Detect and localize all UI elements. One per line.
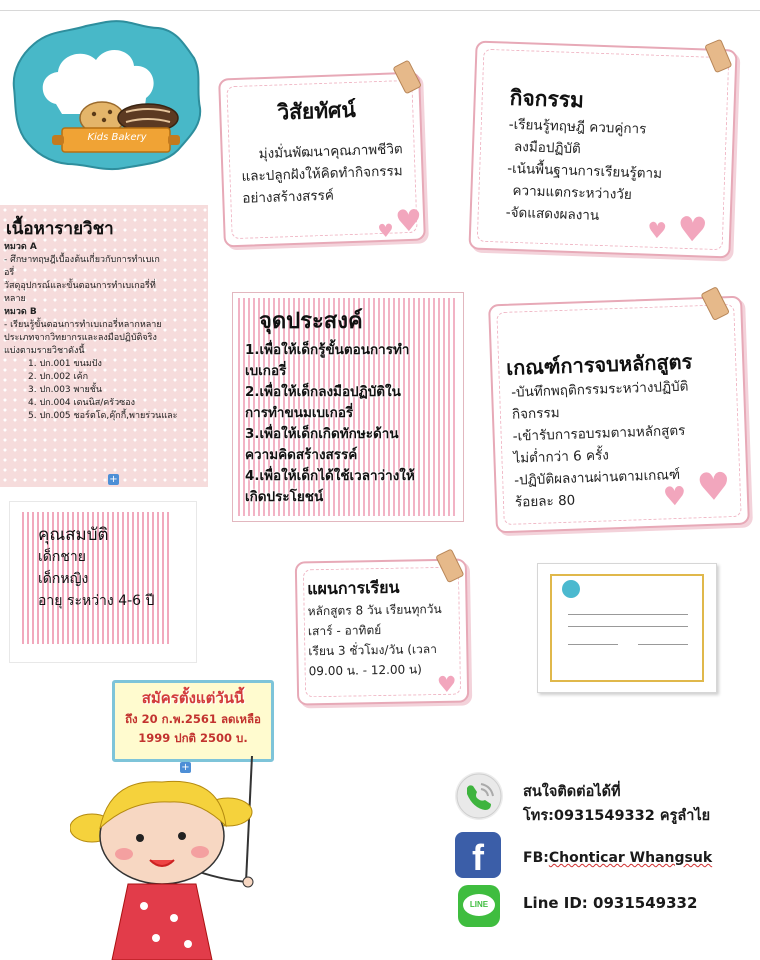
pin-icon (704, 39, 732, 74)
plan-line-1: หลักสูตร 8 วัน เรียนทุกวัน (307, 601, 442, 619)
criteria-line-2: กิจกรรม (511, 405, 560, 423)
plan-line-3: เรียน 3 ชั่วโมง/วัน (เวลา (308, 642, 437, 659)
pin-icon (700, 286, 730, 321)
logo-text: Kids Bakery (87, 132, 147, 143)
plan-line-2: เสาร์ - อาทิตย์ (307, 623, 382, 639)
qualification-panel (10, 502, 196, 662)
activities-line-4: ความแตกระหว่างวัย (512, 182, 633, 204)
study-plan-card (295, 559, 469, 706)
criteria-card (488, 296, 750, 534)
contact-line-id: Line ID: 0931549332 (523, 894, 698, 912)
activities-line-1: -เรียนรู้ทฤษฎี ควบคู่การ (508, 116, 647, 138)
heart-icon: ♥ (646, 218, 668, 245)
certificate-image (537, 563, 717, 693)
activities-card (468, 40, 737, 258)
purpose-panel (232, 292, 464, 522)
qualification-line-1: เด็กชาย (38, 549, 86, 565)
certificate-seal-icon (562, 580, 580, 598)
enroll-headline: สมัครตั้งแต่วันนี้ (141, 689, 245, 707)
course-title: เนื้อหารายวิชา (6, 219, 114, 239)
certificate-line (568, 626, 688, 627)
expand-course-plus-icon[interactable]: + (109, 474, 118, 485)
phone-icon[interactable] (455, 772, 503, 820)
certificate-line (638, 644, 688, 645)
plan-title: แผนการเรียน (307, 577, 400, 599)
facebook-name: Chonticar Whangsuk (548, 850, 713, 866)
criteria-title: เกณฑ์การจบหลักสูตร (505, 349, 693, 380)
course-b-line-1: - เรียนรู้ขั้นตอนการทำเบเกอรี่หลากหลาย (4, 320, 162, 330)
facebook-icon[interactable]: f (455, 832, 501, 878)
purpose-line-2: เบเกอรี่ (245, 363, 287, 379)
contact-heading: สนใจติดต่อได้ที่ (523, 784, 621, 800)
expand-enroll-plus-icon[interactable]: + (181, 762, 190, 773)
certificate-line (568, 614, 688, 615)
purpose-line-8: เกิดประโยชน์ (245, 489, 324, 505)
course-item-5: 5. ปก.005 ชอร์ตโด,คุ๊กกี้,พายร่วนและ (28, 411, 178, 421)
certificate-line (568, 644, 618, 645)
course-item-2: 2. ปก.002 เค้ก (28, 372, 89, 382)
heart-icon: ♥ (662, 481, 687, 513)
activities-line-2: ลงมือปฏิบัติ (513, 138, 582, 158)
facebook-label: FB: (523, 850, 549, 866)
girl-illustration (70, 756, 270, 960)
heart-icon: ♥ (676, 209, 709, 251)
contact-facebook[interactable] (523, 850, 712, 866)
plan-line-4: 09.00 น. - 12.00 น) (308, 662, 422, 679)
activities-line-5: -จัดแสดงผลงาน (505, 204, 600, 224)
heart-icon: ♥ (436, 672, 457, 699)
criteria-line-4: ไม่ต่ำกว่า 6 ครั้ง (513, 447, 610, 467)
qualification-line-3: อายุ ระหว่าง 4-6 ปี (38, 593, 155, 609)
course-section-a: หมวด A (4, 242, 37, 252)
course-a-line-2: อรี่ (4, 268, 15, 278)
qualification-title: คุณสมบัติ (38, 525, 109, 545)
criteria-line-6: ร้อยละ 80 (514, 492, 576, 511)
line-icon-text: LINE (463, 894, 495, 916)
pin-icon (392, 60, 422, 95)
enroll-line-3: 1999 ปกติ 2500 บ. (138, 731, 248, 745)
activities-title: กิจกรรม (509, 85, 585, 113)
vision-line-3: อย่างสร้างสรรค์ (242, 187, 335, 207)
criteria-line-1: -บันทึกพฤติกรรมระหว่างปฏิบัติ (510, 378, 689, 401)
purpose-line-5: 3.เพื่อให้เด็กเกิดทักษะด้าน (245, 426, 399, 442)
purpose-title: จุดประสงค์ (259, 309, 363, 334)
course-content-panel (0, 205, 208, 487)
course-item-4: 4. ปก.004 เดนนิส/ครัวซอง (28, 398, 136, 408)
course-a-line-4: หลาย (4, 294, 26, 304)
course-item-1: 1. ปก.001 ขนมปัง (28, 359, 102, 369)
vision-card (218, 72, 426, 248)
vision-line-2: และปลูกฝังให้คิดทำกิจกรรม (241, 163, 403, 185)
activities-line-3: -เน้นพื้นฐานการเรียนรู้ตาม (506, 160, 663, 183)
enroll-sign (112, 680, 274, 762)
course-a-line-3: วัสดุอุปกรณ์และขั้นตอนการทำเบเกอรี่ที่ (4, 281, 156, 291)
course-b-line-2: ประเภทจากวิทยากรและลงมือปฏิบัติจริง (4, 333, 157, 343)
top-divider (0, 10, 760, 11)
course-item-3: 3. ปก.003 พายชั้น (28, 385, 103, 395)
purpose-line-4: การทำขนมเบเกอรี่ (245, 405, 354, 421)
chef-hat-logo-icon (8, 14, 204, 174)
course-a-line-1: - ศึกษาทฤษฎีเบื้องต้นเกี่ยวกับการทำเบเก (4, 255, 160, 265)
vision-title: วิสัยทัศน์ (276, 97, 357, 125)
purpose-line-3: 2.เพื่อให้เด็กลงมือปฏิบัติใน (245, 384, 401, 400)
criteria-line-5: -ปฏิบัติผลงานผ่านตามเกณฑ์ (513, 466, 681, 489)
pin-icon (435, 548, 464, 583)
heart-icon: ♥ (394, 203, 423, 240)
heart-icon: ♥ (695, 464, 732, 510)
course-section-b: หมวด B (4, 307, 37, 317)
criteria-line-3: -เข้ารับการอบรมตามหลักสูตร (512, 422, 686, 445)
purpose-line-1: 1.เพื่อให้เด็กรู้ขั้นตอนการทำ (245, 342, 410, 358)
kids-bakery-logo (8, 14, 204, 174)
heart-icon: ♥ (377, 220, 395, 243)
contact-phone: โทร:0931549332 ครูลำไย (523, 808, 711, 824)
vision-line-1: มุ่งมั่นพัฒนาคุณภาพชีวิต (258, 141, 403, 163)
purpose-line-7: 4.เพื่อให้เด็กได้ใช้เวลาว่างให้ (245, 468, 415, 484)
enroll-line-2: ถึง 20 ก.พ.2561 ลดเหลือ (125, 712, 261, 726)
line-icon[interactable] (458, 885, 500, 927)
course-b-line-3: แบ่งตามรายวิชาดังนี้ (4, 346, 85, 356)
purpose-line-6: ความคิดสร้างสรรค์ (245, 447, 358, 463)
qualification-line-2: เด็กหญิง (38, 571, 89, 587)
